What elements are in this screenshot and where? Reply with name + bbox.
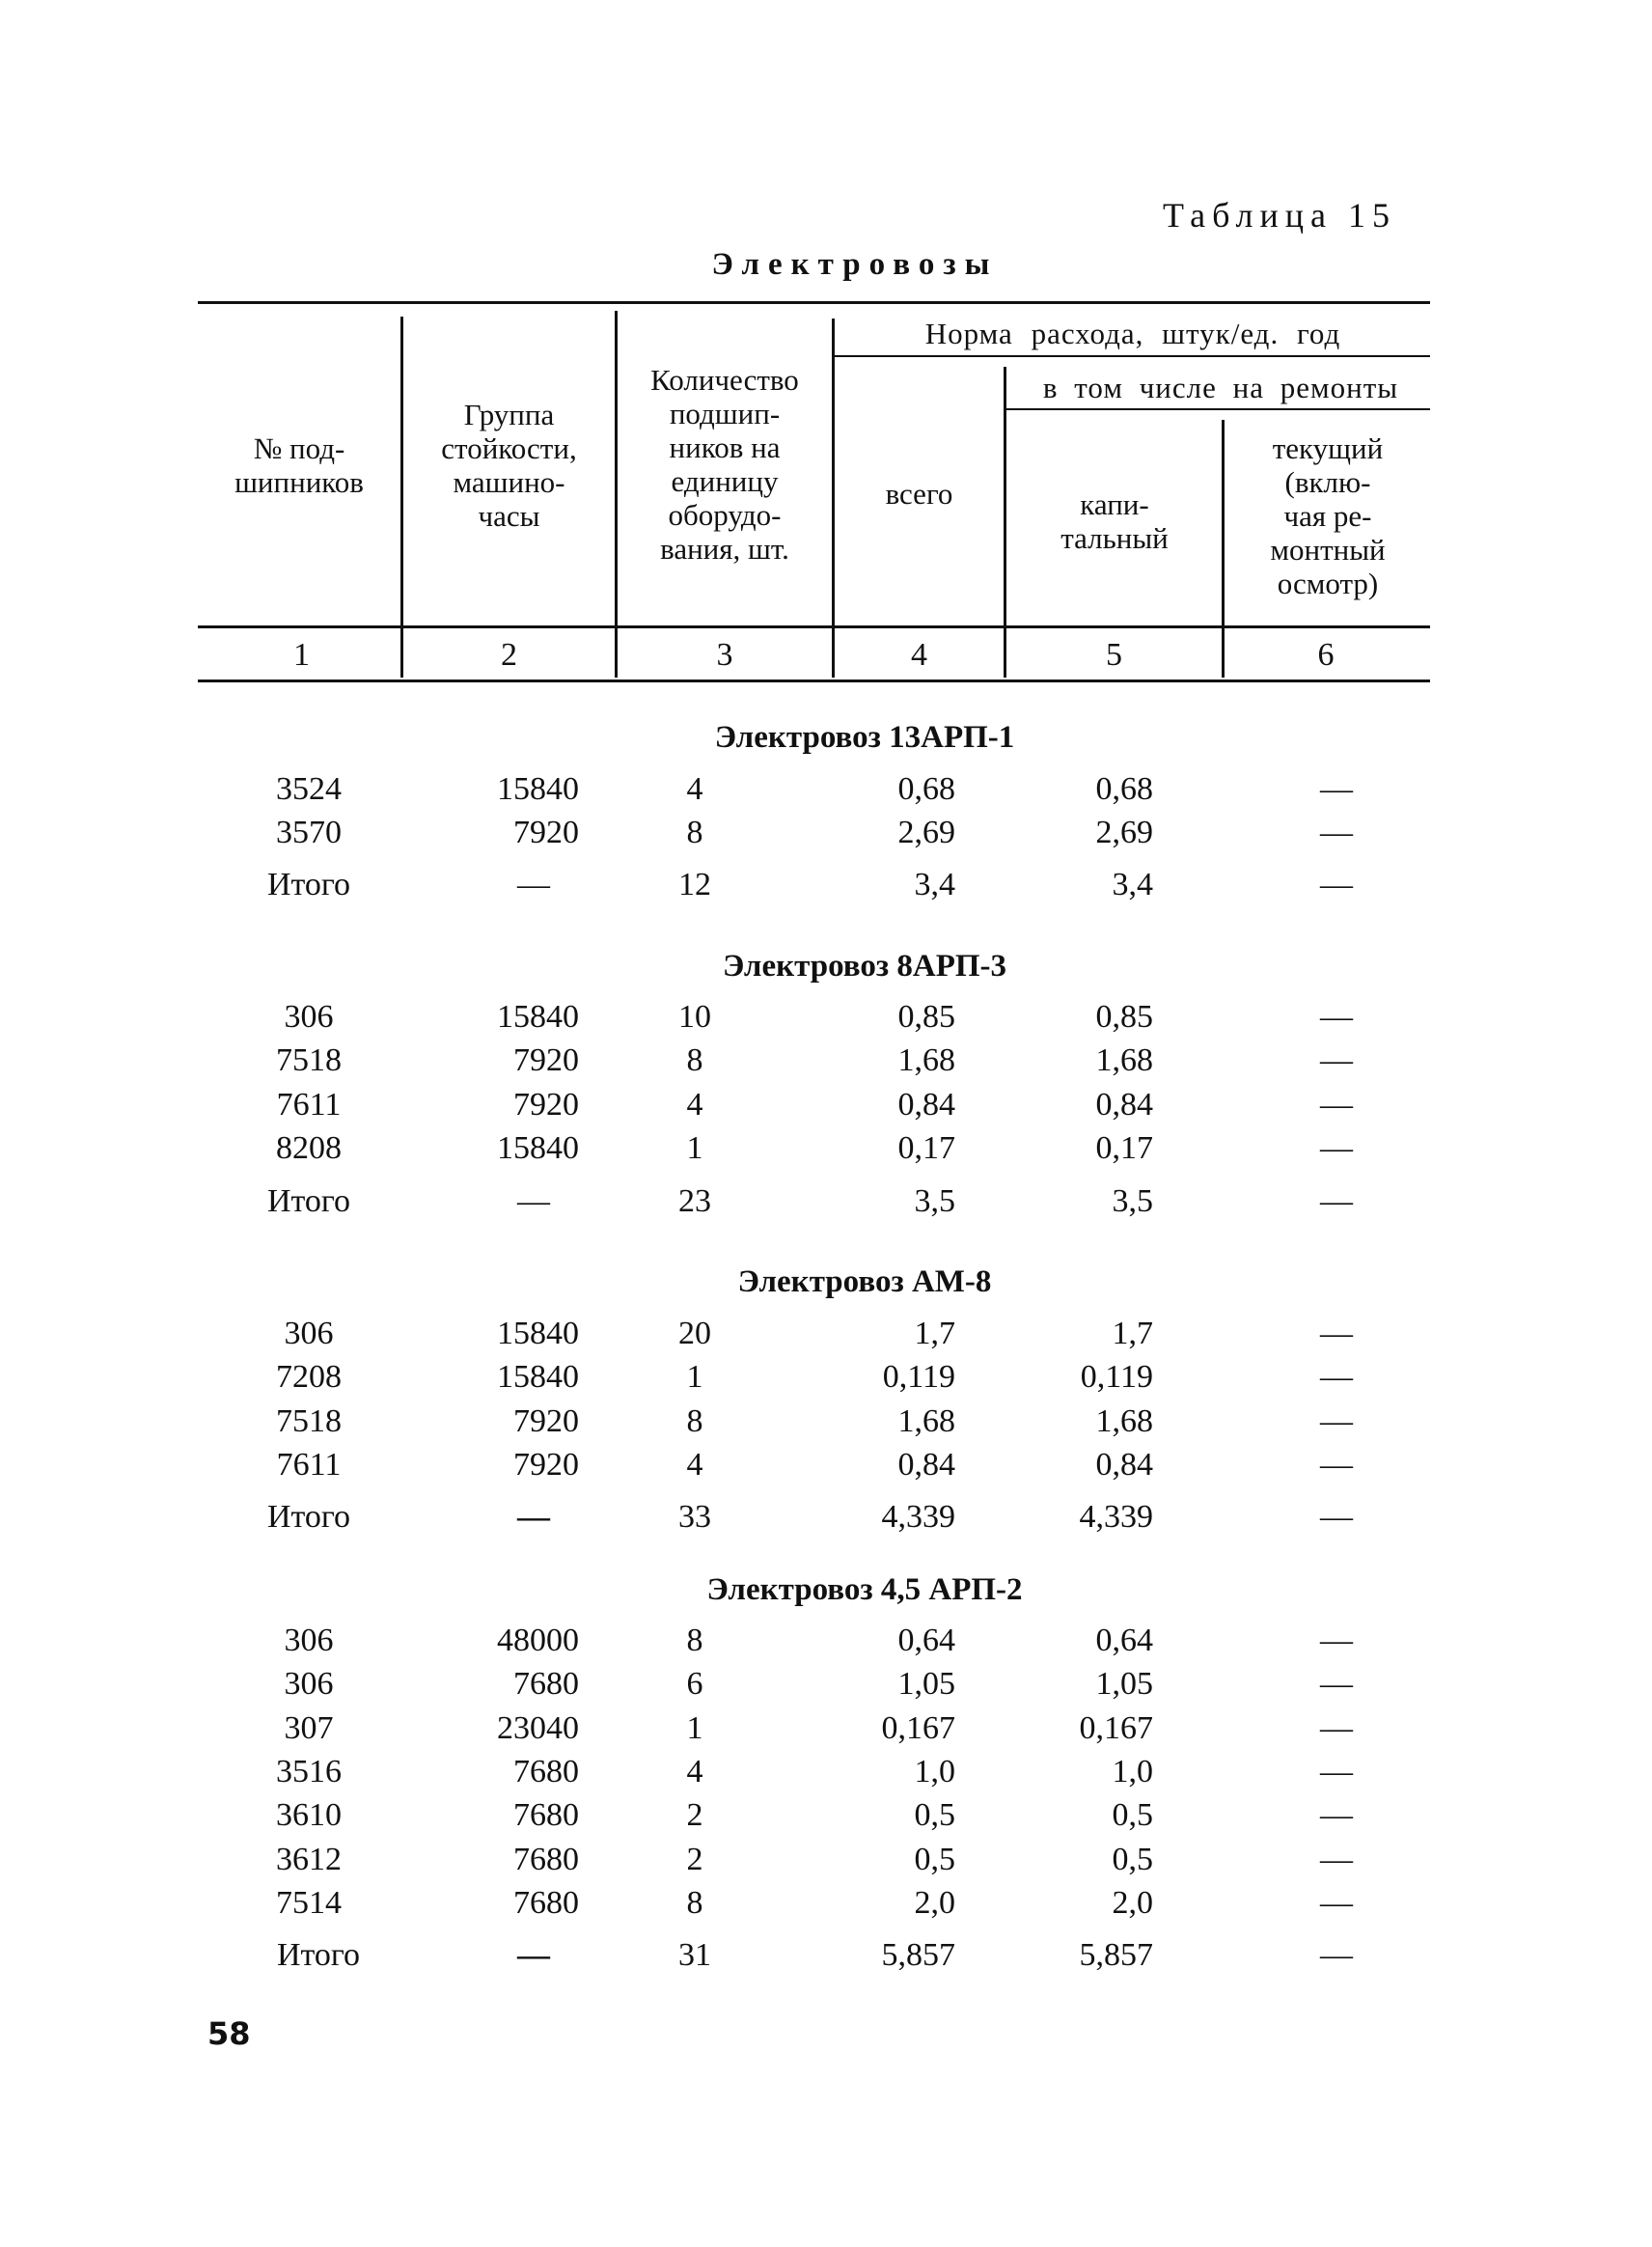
col-divider-2 <box>615 311 618 678</box>
cell-qty: 1 <box>686 1130 703 1166</box>
cell-group: — <box>517 1183 550 1219</box>
header-col-3-line: подшип- <box>669 397 781 430</box>
cell-bearing: 7208 <box>276 1359 342 1395</box>
header-v-tom-chisle-text: в том числе на ремонты <box>1042 371 1399 404</box>
cell-group: 7680 <box>513 1666 579 1702</box>
cell-total: 0,167 <box>881 1710 955 1746</box>
cell-current: — <box>1320 1885 1353 1921</box>
cell-current: — <box>1320 1042 1353 1078</box>
col-divider-1 <box>400 317 403 678</box>
cell-bearing: 306 <box>284 1623 334 1658</box>
cell-group: — <box>517 1499 550 1535</box>
total-row <box>0 867 1652 905</box>
header-col-3-line: Количество <box>650 363 799 397</box>
cell-qty: 4 <box>686 1447 703 1483</box>
cell-qty: 6 <box>686 1666 703 1702</box>
cell-bearing: 3570 <box>276 815 342 850</box>
cell-capital: 0,119 <box>1080 1359 1153 1395</box>
table-row <box>0 1666 1652 1705</box>
cell-current: — <box>1320 1087 1353 1123</box>
cell-current: — <box>1320 1359 1353 1395</box>
cell-qty: 20 <box>678 1316 711 1351</box>
header-col-3-line: единицу <box>671 464 779 498</box>
cell-current: — <box>1320 1623 1353 1658</box>
cell-capital: 3,4 <box>1112 867 1153 902</box>
cell-current: — <box>1320 1183 1353 1219</box>
colnum-bottom-rule <box>198 680 1430 682</box>
header-col-3-line: вания, шт. <box>660 532 789 566</box>
cell-total: 2,69 <box>897 815 955 850</box>
cell-capital: 4,339 <box>1079 1499 1153 1535</box>
table-row <box>0 1797 1652 1836</box>
cell-bearing: 7611 <box>276 1087 342 1123</box>
header-v-tom-chisle <box>1008 371 1433 404</box>
header-kapital-line: капи- <box>1080 487 1149 521</box>
cell-qty: 4 <box>686 771 703 807</box>
cell-capital: 2,0 <box>1112 1885 1153 1921</box>
cell-qty: 23 <box>678 1183 711 1219</box>
cell-bearing: 3516 <box>276 1754 342 1789</box>
cell-group: 48000 <box>497 1623 579 1658</box>
cell-total-label: Итого <box>276 1937 361 1973</box>
cell-current: — <box>1320 815 1353 850</box>
header-col-2 <box>405 398 613 533</box>
cell-total: 5,857 <box>881 1937 955 1973</box>
table-row <box>0 1447 1652 1485</box>
table-row <box>0 1623 1652 1661</box>
column-number: 6 <box>1317 637 1335 673</box>
cell-total: 3,5 <box>914 1183 955 1219</box>
cell-bearing: 3524 <box>276 771 342 807</box>
cell-capital: 1,68 <box>1095 1042 1153 1078</box>
cell-total: 1,0 <box>914 1754 955 1789</box>
header-col-2-line: часы <box>478 499 540 533</box>
cell-total: 0,5 <box>914 1797 955 1833</box>
cell-capital: 1,7 <box>1112 1316 1153 1351</box>
header-kapital-line: тальный <box>1060 521 1169 555</box>
cell-group: 15840 <box>497 771 579 807</box>
cell-total-label: Итого <box>266 1183 351 1219</box>
cell-total: 0,119 <box>882 1359 955 1395</box>
cell-total: 0,84 <box>897 1447 955 1483</box>
header-tekush-line: чая ре- <box>1283 499 1372 533</box>
cell-capital: 3,5 <box>1112 1183 1153 1219</box>
cell-group: 15840 <box>497 1130 579 1166</box>
cell-bearing: 7611 <box>276 1447 342 1483</box>
cell-total: 0,85 <box>897 999 955 1035</box>
cell-current: — <box>1320 1710 1353 1746</box>
cell-group: 7680 <box>513 1797 579 1833</box>
cell-qty: 4 <box>686 1754 703 1789</box>
header-tekush-line: (вклю- <box>1284 465 1371 499</box>
cell-total: 1,68 <box>897 1403 955 1439</box>
table-row <box>0 999 1652 1038</box>
section-title: Электровоз 13АРП-1 <box>714 720 1015 755</box>
table-row <box>0 1754 1652 1792</box>
cell-total: 0,5 <box>914 1842 955 1877</box>
cell-current: — <box>1320 1842 1353 1877</box>
cell-qty: 8 <box>686 1623 703 1658</box>
cell-bearing: 7514 <box>276 1885 342 1921</box>
cell-capital: 2,69 <box>1095 815 1153 850</box>
cell-bearing: 306 <box>284 1316 334 1351</box>
cell-qty: 8 <box>686 815 703 850</box>
column-number: 1 <box>293 637 310 673</box>
cell-bearing: 3612 <box>276 1842 342 1877</box>
col-divider-4 <box>1004 367 1006 678</box>
cell-capital: 0,5 <box>1112 1797 1153 1833</box>
cell-qty: 12 <box>678 867 711 902</box>
table-row <box>0 1842 1652 1880</box>
header-vsego <box>835 477 1004 511</box>
table-label: Таблица 15 <box>1163 196 1396 235</box>
v-tom-chisle-under-rule <box>1005 408 1430 410</box>
cell-current: — <box>1320 999 1353 1035</box>
section-title: Электровоз 8АРП-3 <box>722 949 1007 984</box>
header-col-2-line: Группа <box>463 398 555 431</box>
cell-total: 2,0 <box>914 1885 955 1921</box>
cell-group: 7920 <box>513 1042 579 1078</box>
cell-group: 7680 <box>513 1754 579 1789</box>
header-tekush-line: монтный <box>1270 533 1386 567</box>
header-col-2-line: стойкости, <box>441 431 577 465</box>
cell-group: 7680 <box>513 1885 579 1921</box>
header-col-1 <box>203 431 396 499</box>
cell-capital: 0,84 <box>1095 1447 1153 1483</box>
header-norma-text: Норма расхода, штук/ед. год <box>924 317 1341 350</box>
cell-bearing: 8208 <box>276 1130 342 1166</box>
cell-bearing: 306 <box>284 999 334 1035</box>
cell-capital: 1,05 <box>1095 1666 1153 1702</box>
page-number: 58 <box>207 2015 251 2052</box>
header-col-1-line: шипников <box>234 465 364 499</box>
cell-total: 4,339 <box>881 1499 955 1535</box>
cell-group: 7920 <box>513 815 579 850</box>
header-col-3 <box>620 363 830 566</box>
cell-total: 1,05 <box>897 1666 955 1702</box>
cell-qty: 33 <box>678 1499 711 1535</box>
column-number: 5 <box>1106 637 1122 673</box>
cell-current: — <box>1320 1499 1353 1535</box>
cell-capital: 0,5 <box>1112 1842 1153 1877</box>
table-row <box>0 1710 1652 1749</box>
cell-capital: 0,64 <box>1095 1623 1153 1658</box>
cell-current: — <box>1320 1403 1353 1439</box>
cell-capital: 5,857 <box>1079 1937 1153 1973</box>
table-row <box>0 1042 1652 1081</box>
cell-group: 15840 <box>497 1316 579 1351</box>
cell-current: — <box>1320 1447 1353 1483</box>
table-row <box>0 1885 1652 1924</box>
cell-bearing: 306 <box>284 1666 334 1702</box>
cell-current: — <box>1320 1797 1353 1833</box>
total-row <box>0 1937 1652 1976</box>
cell-group: 15840 <box>497 999 579 1035</box>
cell-capital: 0,17 <box>1095 1130 1153 1166</box>
cell-current: — <box>1320 1666 1353 1702</box>
cell-current: — <box>1320 771 1353 807</box>
cell-bearing: 7518 <box>276 1042 342 1078</box>
cell-qty: 10 <box>678 999 711 1035</box>
table-row <box>0 1403 1652 1442</box>
header-tekush-line: осмотр) <box>1277 567 1379 600</box>
total-row <box>0 1183 1652 1222</box>
table-row <box>0 1087 1652 1125</box>
cell-total: 0,17 <box>897 1130 955 1166</box>
cell-current: — <box>1320 1937 1353 1973</box>
section-title: Электровоз АМ-8 <box>737 1264 992 1299</box>
header-col-2-line: машино- <box>453 465 565 499</box>
header-col-1-line: № под- <box>253 431 345 465</box>
header-vsego-text: всего <box>885 477 953 511</box>
cell-qty: 2 <box>686 1797 703 1833</box>
cell-bearing: 3610 <box>276 1797 342 1833</box>
cell-capital: 1,68 <box>1095 1403 1153 1439</box>
cell-capital: 0,68 <box>1095 771 1153 807</box>
cell-qty: 2 <box>686 1842 703 1877</box>
cell-qty: 8 <box>686 1885 703 1921</box>
cell-qty: 4 <box>686 1087 703 1123</box>
cell-total-label: Итого <box>266 1499 351 1535</box>
header-col-3-line: ников на <box>669 430 781 464</box>
cell-qty: 1 <box>686 1710 703 1746</box>
cell-capital: 1,0 <box>1112 1754 1153 1789</box>
cell-group: 7920 <box>513 1447 579 1483</box>
table-row <box>0 771 1652 810</box>
cell-total: 0,68 <box>897 771 955 807</box>
cell-capital: 0,84 <box>1095 1087 1153 1123</box>
header-col-3-line: оборудо- <box>668 498 782 532</box>
table-row <box>0 1130 1652 1169</box>
cell-capital: 0,167 <box>1079 1710 1153 1746</box>
cell-total: 1,68 <box>897 1042 955 1078</box>
cell-total: 0,64 <box>897 1623 955 1658</box>
cell-current: — <box>1320 1754 1353 1789</box>
section-title: Электровоз 4,5 АРП-2 <box>706 1572 1023 1607</box>
column-number: 3 <box>716 637 733 673</box>
column-number: 4 <box>911 637 927 673</box>
cell-qty: 8 <box>686 1042 703 1078</box>
cell-group: 23040 <box>497 1710 579 1746</box>
cell-current: — <box>1320 1316 1353 1351</box>
cell-group: — <box>517 867 550 902</box>
total-row <box>0 1499 1652 1538</box>
header-norma <box>838 317 1428 350</box>
cell-bearing: 7518 <box>276 1403 342 1439</box>
table-row <box>0 1316 1652 1354</box>
header-bottom-rule <box>198 625 1430 628</box>
header-top-rule <box>198 301 1430 304</box>
cell-qty: 1 <box>686 1359 703 1395</box>
table-subtitle: Электровозы <box>711 247 999 282</box>
cell-total: 1,7 <box>914 1316 955 1351</box>
header-kapital <box>1008 487 1221 555</box>
cell-qty: 31 <box>678 1937 711 1973</box>
cell-total-label: Итого <box>266 867 351 902</box>
cell-current: — <box>1320 867 1353 902</box>
cell-capital: 0,85 <box>1095 999 1153 1035</box>
cell-group: 7680 <box>513 1842 579 1877</box>
table-row <box>0 1359 1652 1398</box>
header-tekush <box>1227 431 1428 600</box>
header-tekush-line: текущий <box>1272 431 1384 465</box>
cell-group: 7920 <box>513 1403 579 1439</box>
table-row <box>0 815 1652 853</box>
cell-group: — <box>517 1937 550 1973</box>
cell-bearing: 307 <box>284 1710 334 1746</box>
cell-group: 15840 <box>497 1359 579 1395</box>
cell-group: 7920 <box>513 1087 579 1123</box>
cell-qty: 8 <box>686 1403 703 1439</box>
column-number: 2 <box>501 637 517 673</box>
cell-total: 0,84 <box>897 1087 955 1123</box>
cell-current: — <box>1320 1130 1353 1166</box>
cell-total: 3,4 <box>914 867 955 902</box>
norma-under-rule <box>835 355 1430 357</box>
